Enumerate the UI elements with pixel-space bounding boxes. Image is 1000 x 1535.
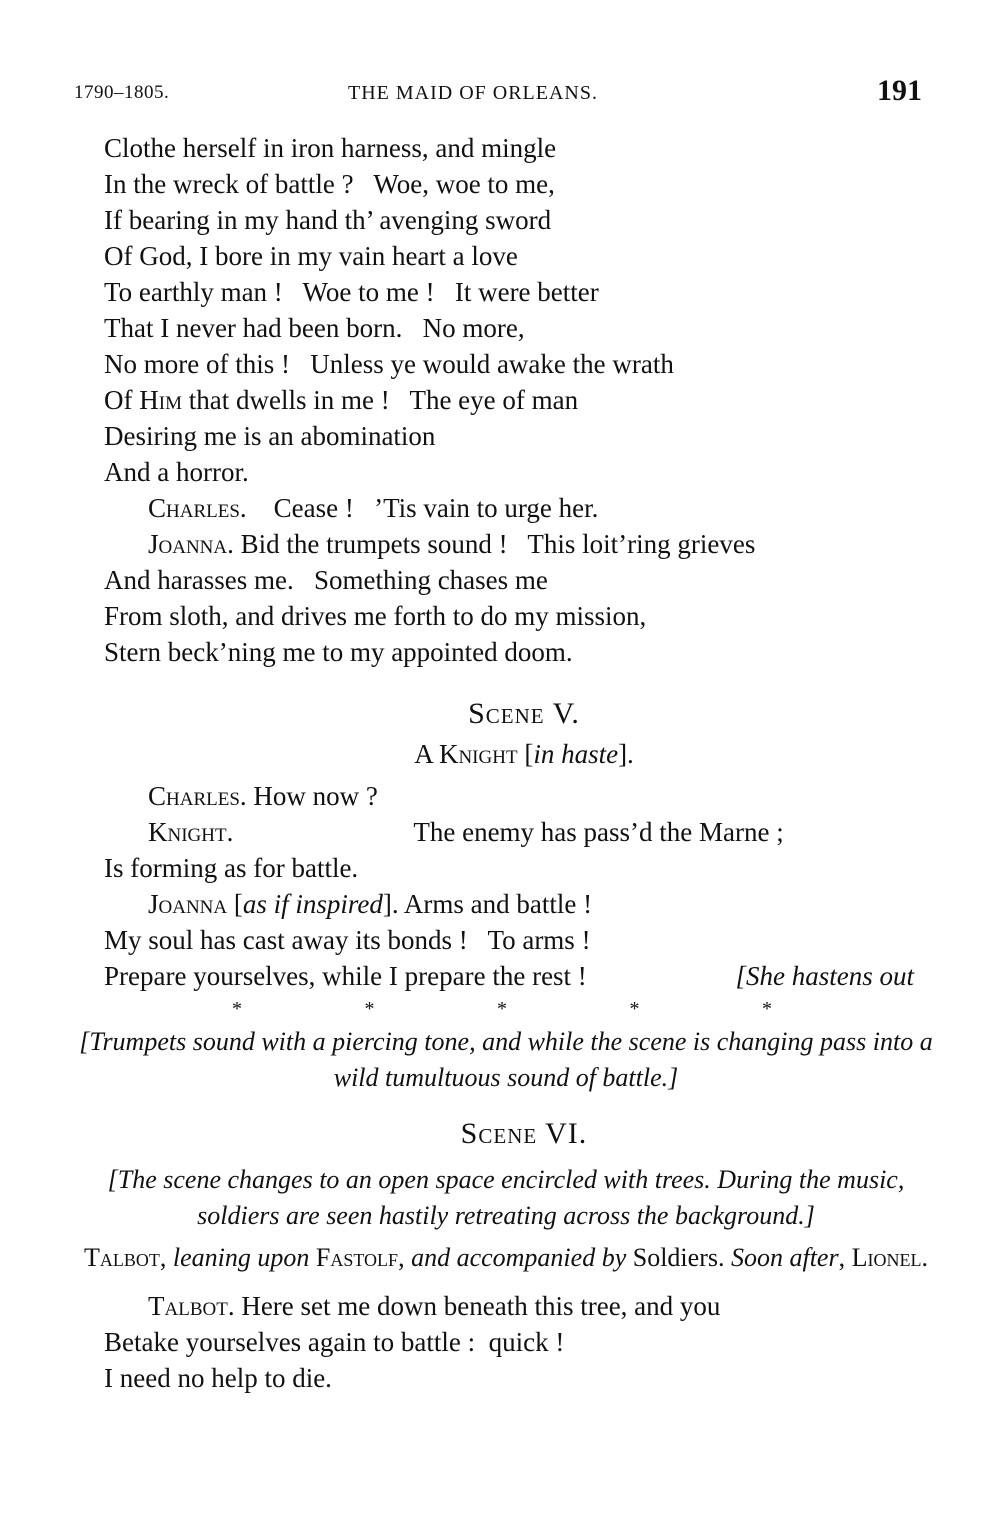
spacer — [104, 1096, 944, 1116]
speech-text: Bid the trumpets sound ! This loit’ring grieves — [233, 529, 756, 559]
scene-entry — [76, 1240, 936, 1276]
entry-direction: leaning upon — [172, 1243, 316, 1272]
scene-break-asterisks — [232, 994, 772, 1024]
verse-text: that dwells in me ! The eye of man — [181, 385, 579, 415]
page-body — [79, 130, 944, 1396]
verse-line: From sloth, and drives me forth to do my mission, — [104, 601, 647, 631]
asterisk: * — [364, 998, 375, 1020]
verse-line: Of God, I bore in my vain heart a love — [104, 241, 518, 271]
speaker-name: Charles. — [148, 493, 247, 523]
stage-direction: as if inspired — [242, 889, 383, 919]
spacer — [104, 670, 944, 696]
verse-line: My soul has cast away its bonds ! To arms ! — [104, 925, 591, 955]
speech-charles — [104, 490, 944, 526]
header-years: 1790–1805. — [74, 82, 170, 103]
verse-line: Desiring me is an abomination — [104, 421, 436, 451]
speaker-name: Joanna — [148, 889, 228, 919]
bracket: ]. — [618, 739, 634, 769]
speech-joanna — [104, 526, 944, 562]
speaker-name: Joanna. — [148, 529, 234, 559]
entry-direction: in haste — [533, 739, 619, 769]
speech-talbot — [104, 1288, 944, 1324]
scene-entry — [104, 736, 944, 772]
entry-character: Talbot — [84, 1243, 160, 1272]
header-title: THE MAID OF ORLEANS. — [348, 82, 598, 104]
verse-line: And harasses me. Something chases me — [104, 565, 548, 595]
speech-charles — [104, 778, 944, 814]
bracket: ]. — [382, 889, 399, 919]
entry-direction: and accompanied by — [411, 1243, 633, 1272]
verse-line: And a horror. — [104, 457, 249, 487]
asterisk: * — [629, 998, 640, 1020]
speech-text: The enemy has pass’d the Marne ; — [413, 817, 784, 847]
verse-line: Betake yourselves again to battle : quick ! — [104, 1327, 565, 1357]
asterisk: * — [497, 998, 507, 1020]
verse-line: No more of this ! Unless ye would awake the wrath — [104, 349, 674, 379]
entry-character: Soldiers. — [632, 1243, 725, 1272]
scene-stage-direction: [The scene changes to an open space encircled with trees. During the music, soldiers are seen hastily retreating across the background.] — [107, 1165, 905, 1230]
verse-line: In the wreck of battle ? Woe, woe to me, — [104, 169, 555, 199]
verse-text: Prepare yourselves, while I prepare the rest ! — [104, 961, 587, 991]
speaker-name: Talbot. — [148, 1291, 235, 1321]
running-header — [74, 74, 926, 108]
speech-text: Here set me down beneath this tree, and you — [234, 1291, 721, 1321]
entry-text: , — [398, 1243, 412, 1272]
speech-knight — [104, 814, 944, 850]
entry-character: Knight — [438, 739, 518, 769]
page-number: 191 — [877, 74, 922, 107]
speaker-name: Knight. — [148, 817, 234, 847]
entry-direction: Soon after — [724, 1243, 839, 1272]
entry-character: Fastolf — [315, 1243, 399, 1272]
speech-text: How now ? — [246, 781, 378, 811]
verse-line: That I never had been born. No more, — [104, 313, 525, 343]
trumpets-stage-direction: [Trumpets sound with a piercing tone, and while the scene is changing pass into a wild tumultuous sound of battle.] — [79, 1027, 933, 1092]
asterisk: * — [232, 998, 242, 1020]
bracket: [ — [517, 739, 534, 769]
verse-line: I need no help to die. — [104, 1363, 332, 1393]
bracket: [ — [227, 889, 243, 919]
speaker-name: Charles. — [148, 781, 247, 811]
spacer — [104, 1276, 944, 1288]
verse-line: Clothe herself in iron harness, and mingle — [104, 133, 557, 163]
entry-article: A — [414, 739, 439, 769]
speech-joanna — [104, 886, 944, 922]
verse-line: Stern beck’ning me to my appointed doom. — [104, 637, 573, 667]
verse-line-with-exit — [104, 958, 944, 994]
asterisk: * — [762, 998, 772, 1020]
entry-text: , — [838, 1243, 852, 1272]
verse-line: Is forming as for battle. — [104, 853, 359, 883]
verse-line — [104, 382, 944, 418]
entry-character: Lionel. — [851, 1243, 928, 1272]
verse-text: Of — [104, 385, 140, 415]
verse-line: If bearing in my hand th’ avenging sword — [104, 205, 552, 235]
scene-heading: Scene VI. — [460, 1117, 588, 1150]
entry-text: , — [159, 1243, 173, 1272]
speech-text: Arms and battle ! — [398, 889, 593, 919]
verse-line: To earthly man ! Woe to me ! It were better — [104, 277, 599, 307]
exit-direction: [She hastens out — [735, 961, 914, 991]
spacer — [104, 1152, 944, 1162]
scene-heading: Scene V. — [468, 697, 580, 730]
him-small-caps: Him — [139, 385, 182, 415]
speech-text: Cease ! ’Tis vain to urge her. — [246, 493, 599, 523]
